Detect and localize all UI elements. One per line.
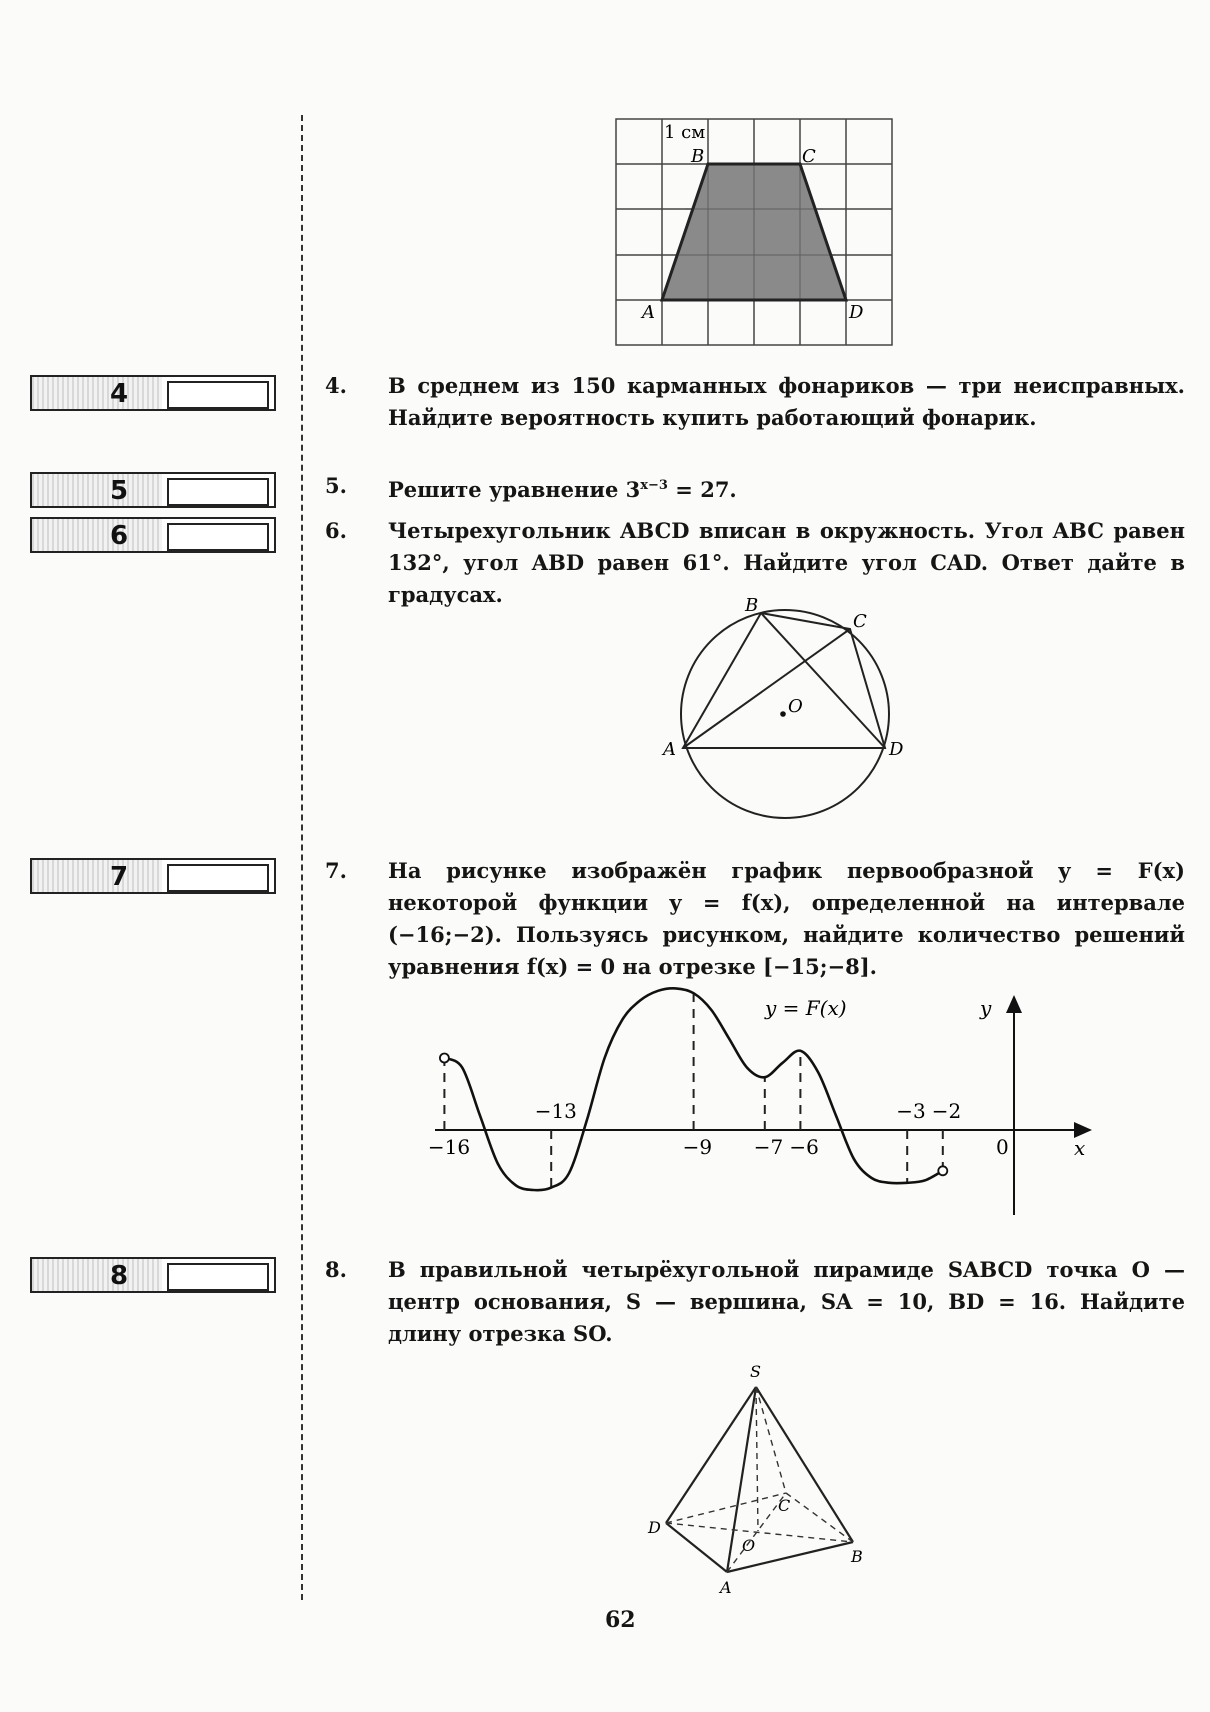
label-A: A — [720, 1578, 732, 1595]
label-O: O — [742, 1536, 756, 1555]
answer-box-number: 4 — [110, 379, 129, 409]
unit-label: 1 см — [664, 122, 706, 143]
label-D: D — [648, 1518, 661, 1537]
answer-field-6[interactable] — [167, 523, 269, 551]
open-endpoint — [440, 1054, 449, 1063]
task-text: Четырехугольник ABCD вписан в окружность. Угол ABC равен 132°, угол ABD равен 61°. Найдите угол CAD. Ответ дайте в градусах. — [388, 518, 1185, 607]
label-C: C — [778, 1496, 791, 1515]
task-number: 5. — [325, 473, 347, 498]
task-text: В правильной четырёхугольной пирамиде SABCD точка O — центр основания, S — вершина, SA = 10, BD = 16. Найдите длину отрезка SO. — [388, 1257, 1185, 1346]
label-B: B — [691, 146, 705, 167]
answer-box-7 — [30, 858, 276, 894]
cut-line — [301, 115, 303, 1600]
task-text: Решите уравнение $3^{x-3} = 27$. — [388, 477, 737, 502]
task-text: На рисунке изображён график первообразной y = F(x) некоторой функции y = f(x), определенной на интервале (−16;−2). Пользуясь рисунком, найдите количество решений уравнения f(x) = 0 на отрезке [−15;−8]. — [388, 858, 1185, 979]
task-number: 4. — [325, 373, 347, 398]
antiderivative-graph — [420, 985, 1110, 1225]
label-B: B — [745, 595, 759, 616]
open-endpoint — [938, 1166, 947, 1175]
x-tick-label: 0 — [996, 1135, 1009, 1159]
inscribed-quadrilateral-figure — [655, 595, 925, 825]
pyramid-figure — [630, 1355, 880, 1595]
label-O: O — [788, 696, 803, 717]
graph-label: y = F(x) — [765, 996, 847, 1020]
answer-box-4 — [30, 375, 276, 411]
task-4 — [325, 370, 1185, 440]
answer-box-number: 5 — [110, 476, 129, 506]
answer-box-6 — [30, 517, 276, 553]
label-D: D — [889, 739, 904, 760]
task-number: 8. — [325, 1257, 347, 1282]
y-axis-label: y — [980, 996, 992, 1020]
answer-box-number: 8 — [110, 1261, 129, 1291]
exponent: x−3 — [640, 478, 668, 493]
task-5 — [325, 470, 1185, 504]
label-B: B — [851, 1547, 863, 1566]
label-C: C — [802, 146, 816, 167]
answer-field-8[interactable] — [167, 1263, 269, 1291]
x-tick-label: −6 — [789, 1135, 819, 1159]
x-tick-label: −2 — [931, 1099, 962, 1123]
task-7 — [325, 855, 1185, 985]
answer-box-8 — [30, 1257, 276, 1293]
x-tick-label: −7 — [753, 1135, 784, 1159]
task-number: 7. — [325, 858, 347, 883]
x-tick-label: −3 — [896, 1099, 926, 1123]
answer-field-5[interactable] — [167, 478, 269, 506]
label-D: D — [849, 302, 864, 323]
task-number: 6. — [325, 518, 347, 543]
task-8 — [325, 1254, 1185, 1354]
x-tick-label: −16 — [427, 1135, 471, 1159]
x-tick-label: −9 — [682, 1135, 713, 1159]
answer-field-7[interactable] — [167, 864, 269, 892]
label-A: A — [642, 302, 655, 323]
x-tick-label: −13 — [534, 1099, 577, 1123]
label-C: C — [853, 611, 867, 632]
answer-box-number: 6 — [110, 521, 129, 551]
task-6 — [325, 515, 1185, 607]
answer-box-5 — [30, 472, 276, 508]
task-text: В среднем из 150 карманных фонариков — три неисправных. Найдите вероятность купить работающий фонарик. — [388, 373, 1185, 430]
page-number: 62 — [605, 1607, 636, 1633]
trapezoid-figure — [615, 118, 895, 348]
answer-field-4[interactable] — [167, 381, 269, 409]
label-A: A — [663, 739, 676, 760]
x-axis-label: x — [1074, 1136, 1086, 1160]
label-S: S — [750, 1362, 761, 1381]
answer-box-number: 7 — [110, 862, 129, 892]
